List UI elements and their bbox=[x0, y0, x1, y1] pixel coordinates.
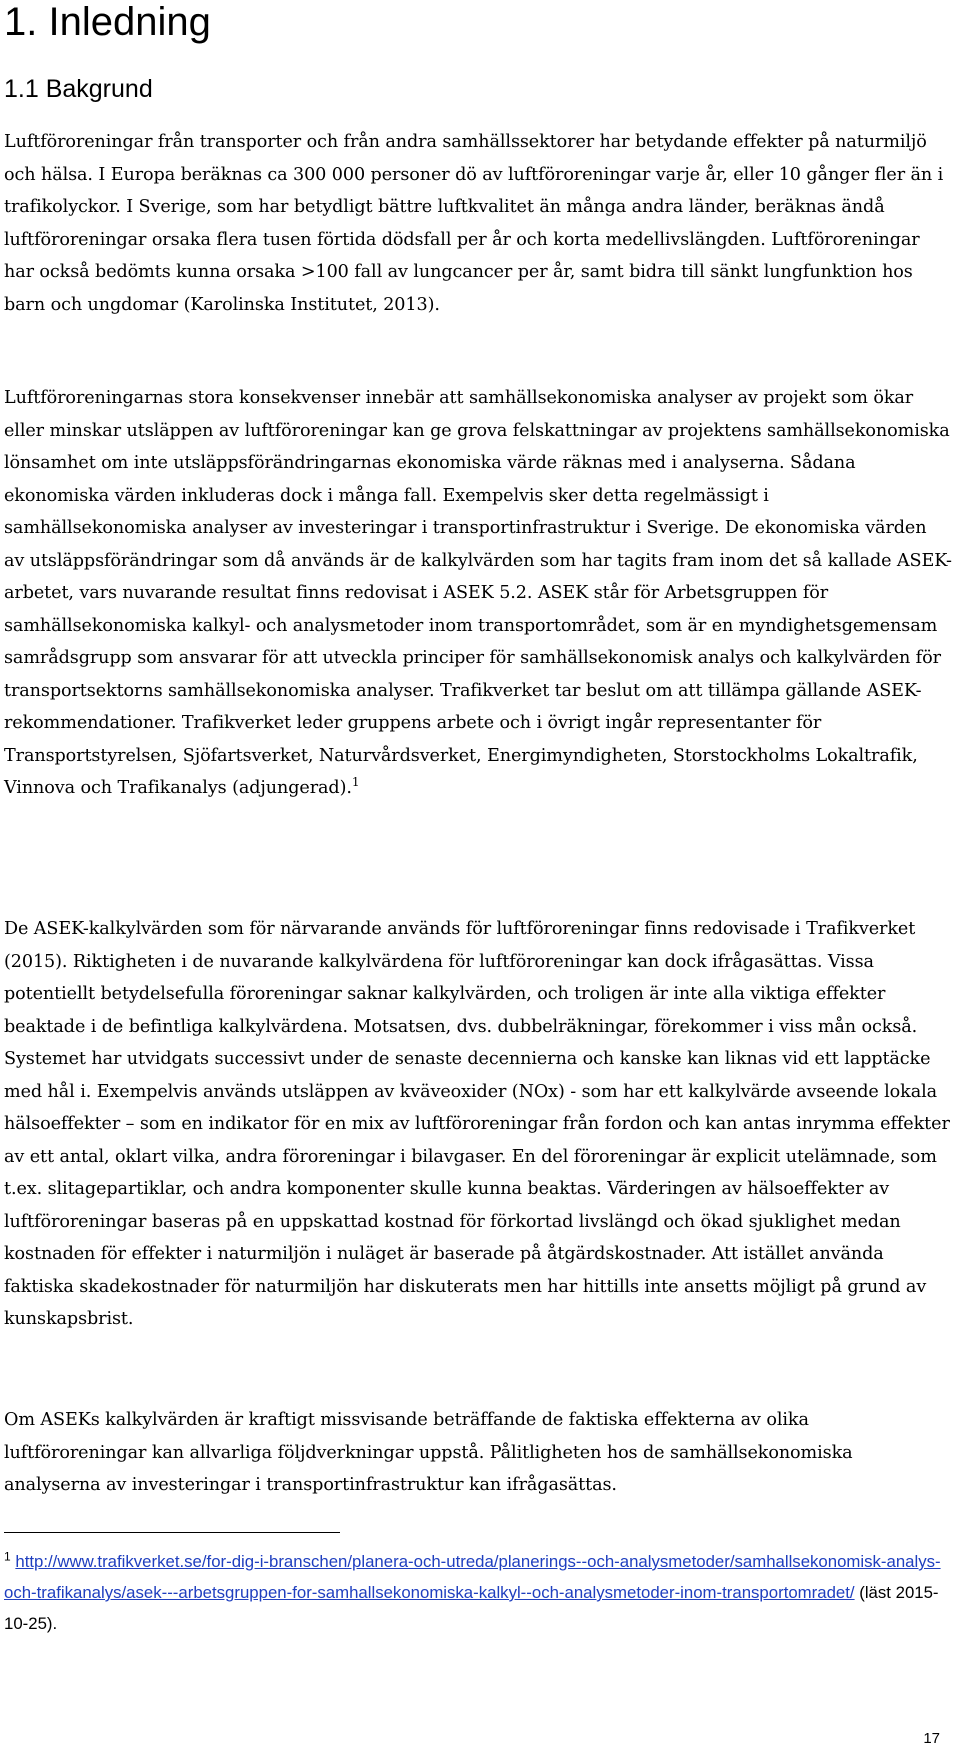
footnote-reference[interactable]: 1 bbox=[351, 775, 360, 790]
paragraph-1: Luftföroreningar från transporter och från andra samhällssektorer har betydande effekter på naturmiljö och hälsa. I Europa beräknas ca 300 000 personer dö av luftföroreningar varje år, eller 10 gånger fler än i trafikolyckor. I Sverige, som har betydligt bättre luftkvalitet än många andra länder, beräknas ändå luftföroreningar orsaka flera tusen förtida dödsfall per år och korta medellivslängden. Luftföroreningar har också bedömts kunna orsaka >100 fall av lungcancer per år, samt bidra till sänkt lungfunktion hos barn och ungdomar (Karolinska Institutet, 2013). bbox=[4, 132, 944, 315]
footnote-number: 1 bbox=[4, 1549, 11, 1564]
page-number: 17 bbox=[923, 1730, 940, 1747]
chapter-heading: 1. Inledning bbox=[4, 0, 211, 44]
paragraph-2 bbox=[4, 382, 952, 805]
footnote bbox=[4, 1546, 952, 1639]
footnote-suffix: (läst 2015-10-25). bbox=[4, 1583, 939, 1633]
footnote-separator bbox=[4, 1532, 340, 1533]
paragraph-4: Om ASEKs kalkylvärden är kraftigt missvisande beträffande de faktiska effekterna av olika luftföroreningar kan allvarliga följdverkningar uppstå. Pålitligheten hos de samhällsekonomiska analyserna av investeringar i transportinfrastruktur kan ifrågasättas. bbox=[4, 1410, 853, 1495]
paragraph-3: De ASEK-kalkylvärden som för närvarande används för luftföroreningar finns redovisade i Trafikverket (2015). Riktigheten i de nuvarande kalkylvärdena för luftföroreningar kan dock ifrågasättas. Vissa potentiellt betydelsefulla föroreningar saknar kalkylvärden, och troligen är inte alla viktiga effekter beaktade i de befintliga kalkylvärdena. Motsatsen, dvs. dubbelräkningar, förekommer i viss mån också. Systemet har utvidgats successivt under de senaste decennierna och kanske kan liknas vid ett lapptäcke med hål i. Exempelvis används utsläppen av kväveoxider (NOx) - som har ett kalkylvärde avseende lokala hälsoeffekter – som en indikator för en mix av luftföroreningar från fordon och kan antas inrymma effekter av ett antal, oklart vilka, andra föroreningar i bilavgaser. En del föroreningar är explicit utelämnade, som t.ex. slitagepartiklar, och andra komponenter skulle kunna beaktas. Värderingen av hälsoeffekter av luftföroreningar baseras på en uppskattad kostnad för förkortad livslängd och ökad sjuklighet medan kostnaden för effekter i naturmiljön i nuläget är baserade på åtgärdskostnader. Att istället använda faktiska skadekostnader för naturmiljön har diskuterats men har hittills inte ansetts möjligt på grund av kunskapsbrist. bbox=[4, 919, 950, 1329]
footnote-link[interactable]: http://www.trafikverket.se/for-dig-i-branschen/planera-och-utreda/planerings--och-analysmetoder/samhallsekonomisk-analys-och-trafikanalys/asek---arbetsgruppen-for-samhallsekonomiska-kalkyl--och-analysmetoder-inom-transportomradet/ bbox=[4, 1552, 941, 1602]
section-heading: 1.1 Bakgrund bbox=[4, 75, 153, 103]
paragraph-2-text: Luftföroreningarnas stora konsekvenser innebär att samhällsekonomiska analyser av projekt som ökar eller minskar utsläppen av luftföroreningar kan ge grova felskattningar av projektens samhällsekonomiska lönsamhet om inte utsläppsförändringarnas ekonomiska värde räknas med i analyserna. Sådana ekonomiska värden inkluderas dock i många fall. Exempelvis sker detta regelmässigt i samhällsekonomiska analyser av investeringar i transportinfrastruktur i Sverige. De ekonomiska värden av utsläppsförändringar som då används är de kalkylvärden som har tagits fram inom det så kallade ASEK-arbetet, vars nuvarande resultat finns redovisat i ASEK 5.2. ASEK står för Arbetsgruppen för samhällsekonomiska kalkyl- och analysmetoder inom transportområdet, som är en myndighetsgemensam samrådsgrupp som ansvarar för att utveckla principer för samhällsekonomisk analys och kalkylvärden för transportsektorns samhällsekonomiska analyser. Trafikverket tar beslut om att tillämpa gällande ASEK-rekommendationer. Trafikverket leder gruppens arbete och i övrigt ingår representanter för Transportstyrelsen, Sjöfartsverket, Naturvårdsverket, Energimyndigheten, Storstockholms Lokaltrafik, Vinnova och Trafikanalys (adjungerad). bbox=[4, 388, 952, 798]
